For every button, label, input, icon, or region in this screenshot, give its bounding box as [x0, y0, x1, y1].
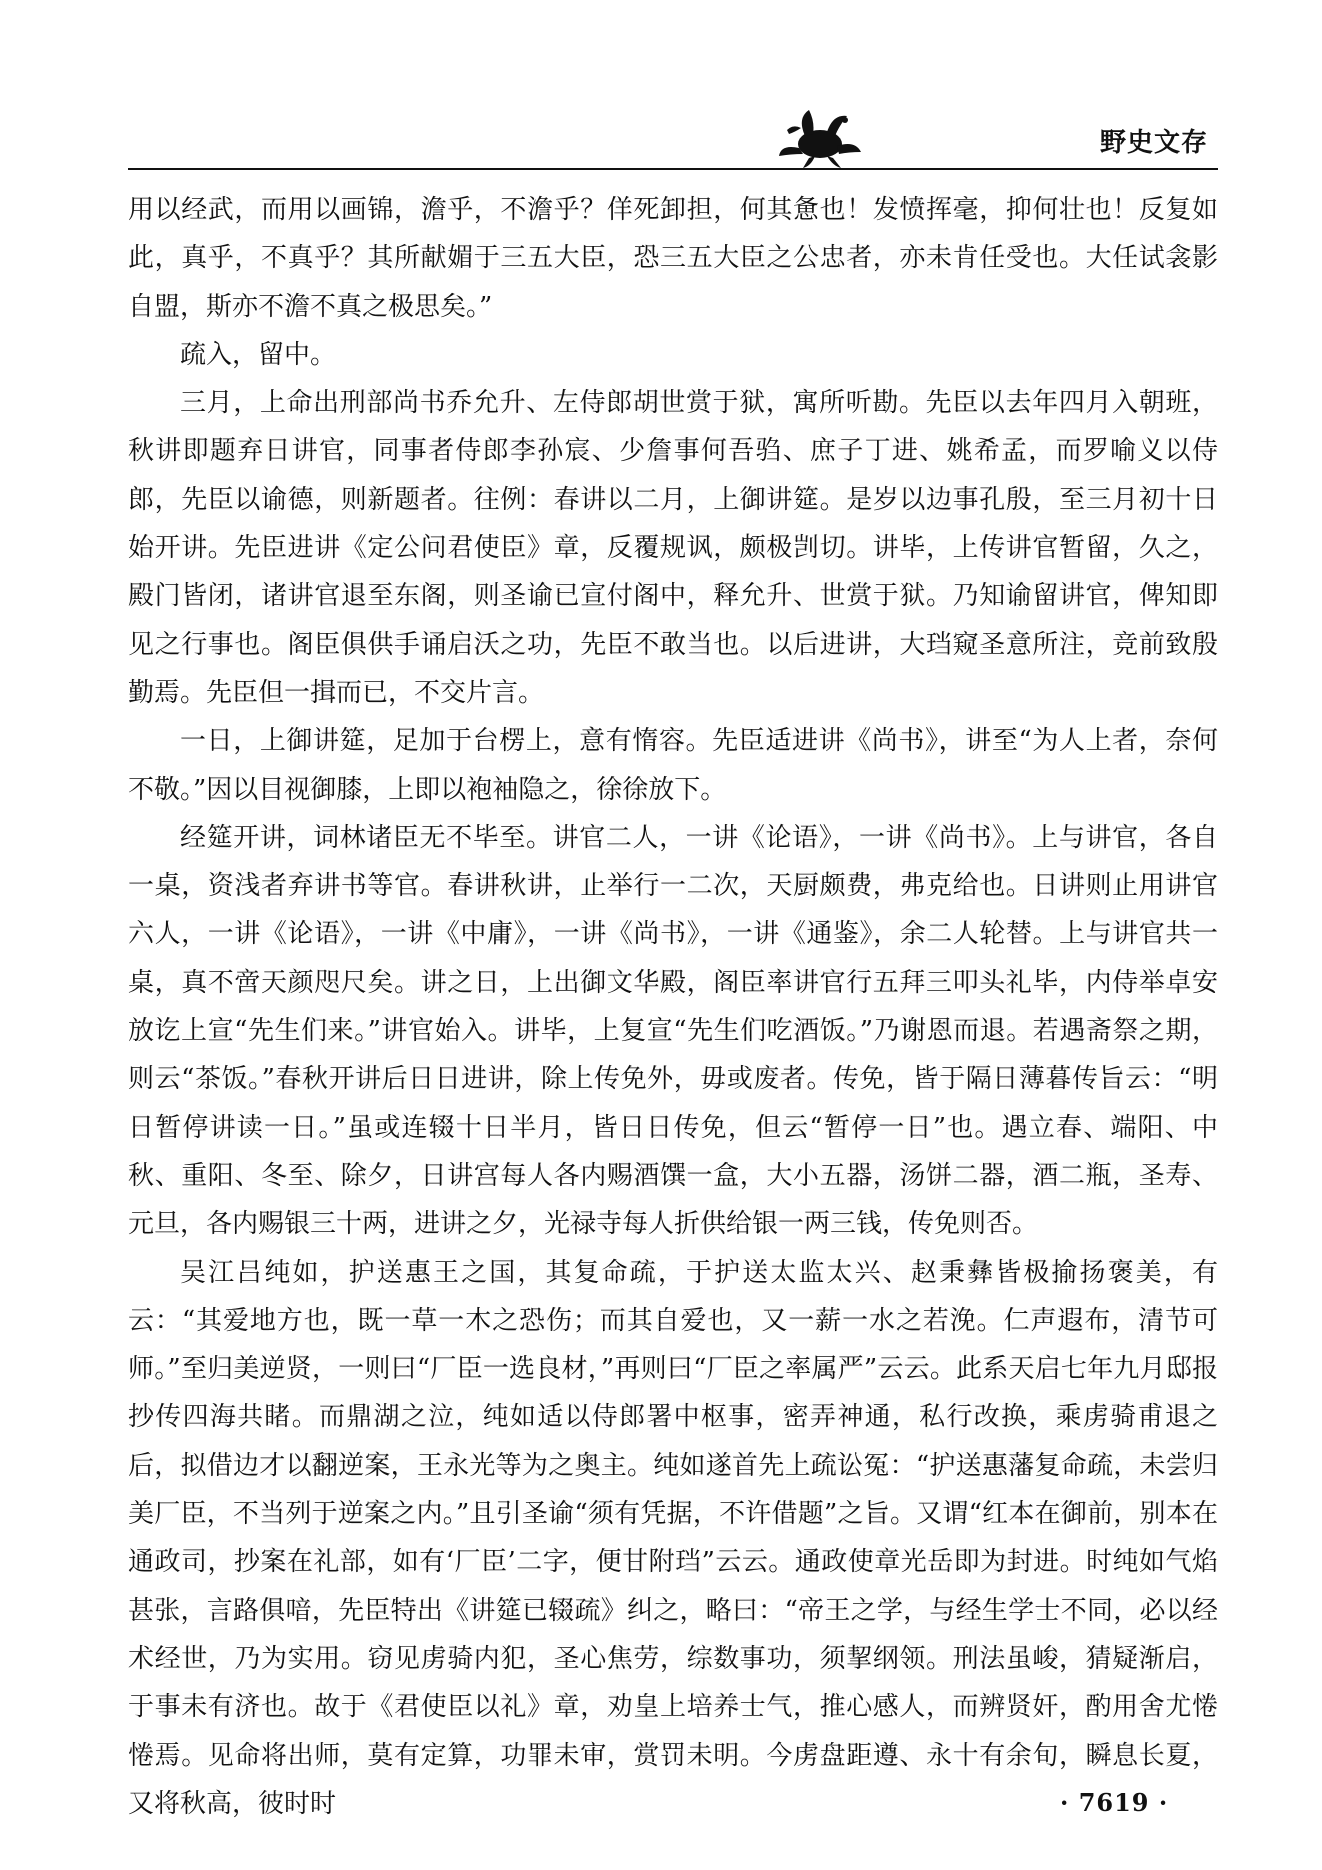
dragon-logo-icon	[775, 100, 865, 170]
paragraph: 一日，上御讲筵，足加于台楞上，意有惰容。先臣适进讲《尚书》，讲至“为人上者，奈何不敬。”因以目视御膝，上即以袍袖隐之，徐徐放下。	[128, 726, 1218, 805]
book-title: 野史文存	[1100, 128, 1209, 158]
paragraph: 三月，上命出刑部尚书乔允升、左侍郎胡世赏于狱，寓所听勘。先臣以去年四月入朝班，秋讲即题弃日讲官，同事者侍郎李孙宸、少詹事何吾驺、庶子丁进、姚希孟，而罗喻义以侍郎，先臣以谕德，则新题者。往例：春讲以二月，上御讲筵。是岁以边事孔殷，至三月初十日始开讲。先臣进讲《定公问君使臣》章，反覆规讽，颇极剀切。讲毕，上传讲官暂留，久之，殿门皆闭，诸讲官退至东阁，则圣谕已宣付阁中，释允升、世赏于狱。乃知谕留讲官，俾知即见之行事也。阁臣俱供手诵启沃之功，先臣不敢当也。以后进讲，大珰窥圣意所注，竞前致殷勤焉。先臣但一揖而已，不交片言。	[128, 388, 1218, 708]
paragraph: 吴江吕纯如，护送惠王之国，其复命疏，于护送太监太兴、赵秉彝皆极揄扬褒美，有云：“其爱地方也，既一草一木之恐伤；而其自爱也，又一薪一水之若浼。仁声遐布，清节可师。”至归美逆贤，一则曰“厂臣一选良材，”再则曰“厂臣之率属严”云云。此系天启七年九月邸报抄传四海共睹。而鼎湖之泣，纯如适以侍郎署中枢事，密弄神通，私行改换，乘虏骑甫退之后，拟借边才以翻逆案，王永光等为之奥主。纯如遂首先上疏讼冤：“护送惠藩复命疏，未尝归美厂臣，不当列于逆案之内。”且引圣谕“须有凭据，不许借题”之旨。又谓“红本在御前，别本在通政司，抄案在礼部，如有‘厂臣’二字，便甘附珰”云云。通政使章光岳即为封进。时纯如气焰甚张，言路俱喑，先臣特出《讲筵已辍疏》纠之，略曰：“帝王之学，与经生学士不同，必以经术经世，乃为实用。窃见虏骑内犯，圣心焦劳，综数事功，须挈纲领。刑法虽峻，猜疑渐启，于事未有济也。故于《君使臣以礼》章，劝皇上培养士气，推心感人，而辨贤奸，酌用舍尤惓惓焉。见命将出师，莫有定算，功罪未审，赏罚未明。今虏盘距遵、永十有余旬，瞬息长夏，又将秋高，彼时时	[128, 1257, 1218, 1819]
document-body	[128, 186, 1218, 1828]
header-rule	[128, 168, 1218, 170]
page-number: · 7619 ·	[1060, 1788, 1169, 1817]
paragraph: 经筵开讲，词林诸臣无不毕至。讲官二人，一讲《论语》，一讲《尚书》。上与讲官，各自一桌，资浅者弃讲书等官。春讲秋讲，止举行一二次，天厨颇费，弗克给也。日讲则止用讲官六人，一讲《论语》，一讲《中庸》，一讲《尚书》，一讲《通鉴》，余二人轮替。上与讲官共一桌，真不啻天颜咫尺矣。讲之日，上出御文华殿，阁臣率讲官行五拜三叩头礼毕，内侍举卓安放讫上宣“先生们来。”讲官始入。讲毕，上复宣“先生们吃酒饭。”乃谢恩而退。若遇斋祭之期，则云“茶饭。”春秋开讲后日日进讲，除上传免外，毋或废者。传免，皆于隔日薄暮传旨云：“明日暂停讲读一日。”虽或连辍十日半月，皆日日传免，但云“暂停一日”也。遇立春、端阳、中秋、重阳、冬至、除夕，日讲宫每人各内赐酒馔一盒，大小五器，汤饼二器，酒二瓶，圣寿、元旦，各内赐银三十两，进讲之夕，光禄寺每人折供给银一两三钱，传免则否。	[128, 822, 1218, 1240]
paragraph: 用以经武，而用以画锦，澹乎，不澹乎？佯死卸担，何其惫也！发愤挥毫，抑何壮也！反复如此，真乎，不真乎？其所献媚于三五大臣，恐三五大臣之公忠者，亦未肯任受也。大任试衾影自盟，斯亦不澹不真之极思矣。”	[128, 195, 1218, 322]
paragraph: 疏入，留中。	[180, 339, 337, 370]
page-header	[0, 100, 1322, 180]
